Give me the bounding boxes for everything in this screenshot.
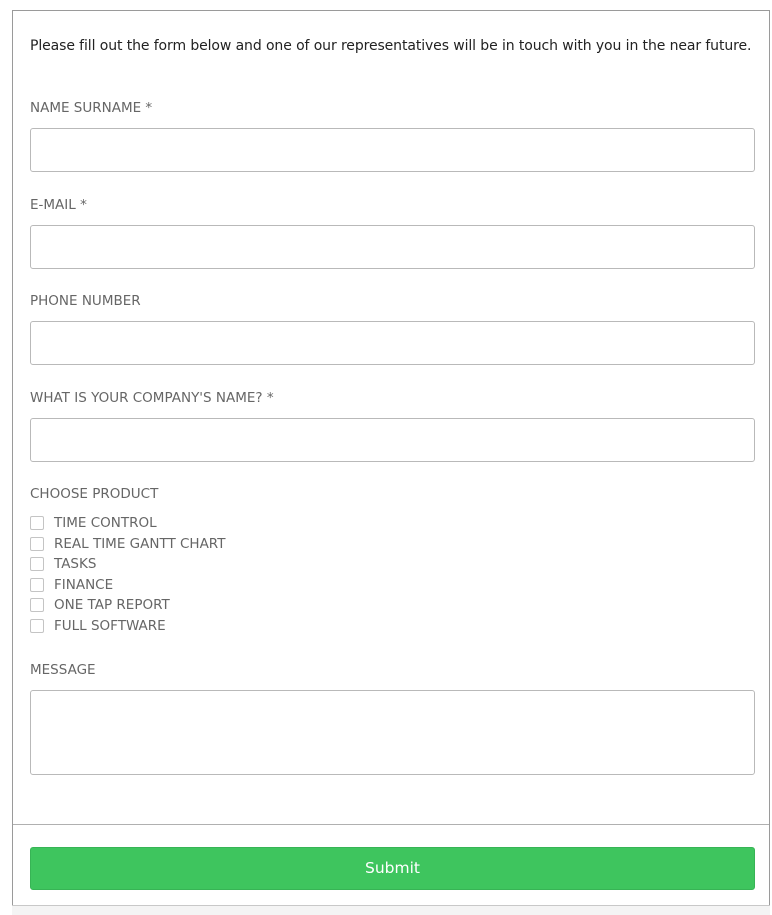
time-control-checkbox[interactable] bbox=[30, 516, 44, 530]
tasks-label: TASKS bbox=[54, 556, 97, 573]
product-option-list bbox=[30, 513, 225, 636]
message-label: MESSAGE bbox=[30, 662, 96, 678]
phone-number-label: PHONE NUMBER bbox=[30, 293, 141, 309]
finance-checkbox[interactable] bbox=[30, 578, 44, 592]
footer-divider bbox=[13, 824, 769, 825]
one-tap-report-checkbox[interactable] bbox=[30, 598, 44, 612]
submit-button[interactable]: Submit bbox=[30, 847, 755, 890]
gantt-chart-checkbox[interactable] bbox=[30, 537, 44, 551]
company-name-input[interactable] bbox=[30, 418, 755, 462]
finance-label: FINANCE bbox=[54, 576, 114, 593]
name-surname-input[interactable] bbox=[30, 128, 755, 172]
full-software-label: FULL SOFTWARE bbox=[54, 617, 166, 634]
message-textarea[interactable] bbox=[30, 690, 755, 775]
phone-number-input[interactable] bbox=[30, 321, 755, 365]
product-option-full-software[interactable] bbox=[30, 616, 225, 637]
email-label: E-MAIL * bbox=[30, 197, 87, 213]
product-option-time-control[interactable] bbox=[30, 513, 225, 534]
product-option-tasks[interactable] bbox=[30, 554, 225, 575]
product-option-gantt-chart[interactable] bbox=[30, 534, 225, 555]
full-software-checkbox[interactable] bbox=[30, 619, 44, 633]
gantt-chart-label: REAL TIME GANTT CHART bbox=[54, 535, 226, 552]
contact-form bbox=[12, 10, 770, 905]
tasks-checkbox[interactable] bbox=[30, 557, 44, 571]
one-tap-report-label: ONE TAP REPORT bbox=[54, 597, 170, 614]
page-bottom-strip bbox=[12, 905, 770, 915]
choose-product-label: CHOOSE PRODUCT bbox=[30, 486, 159, 502]
time-control-label: TIME CONTROL bbox=[54, 515, 157, 532]
name-surname-label: NAME SURNAME * bbox=[30, 100, 153, 116]
email-input[interactable] bbox=[30, 225, 755, 269]
form-intro-text: Please fill out the form below and one of our representatives will be in touch with you in the near future. bbox=[30, 38, 752, 54]
company-name-label: WHAT IS YOUR COMPANY'S NAME? * bbox=[30, 390, 274, 406]
product-option-finance[interactable] bbox=[30, 575, 225, 596]
product-option-one-tap-report[interactable] bbox=[30, 595, 225, 616]
